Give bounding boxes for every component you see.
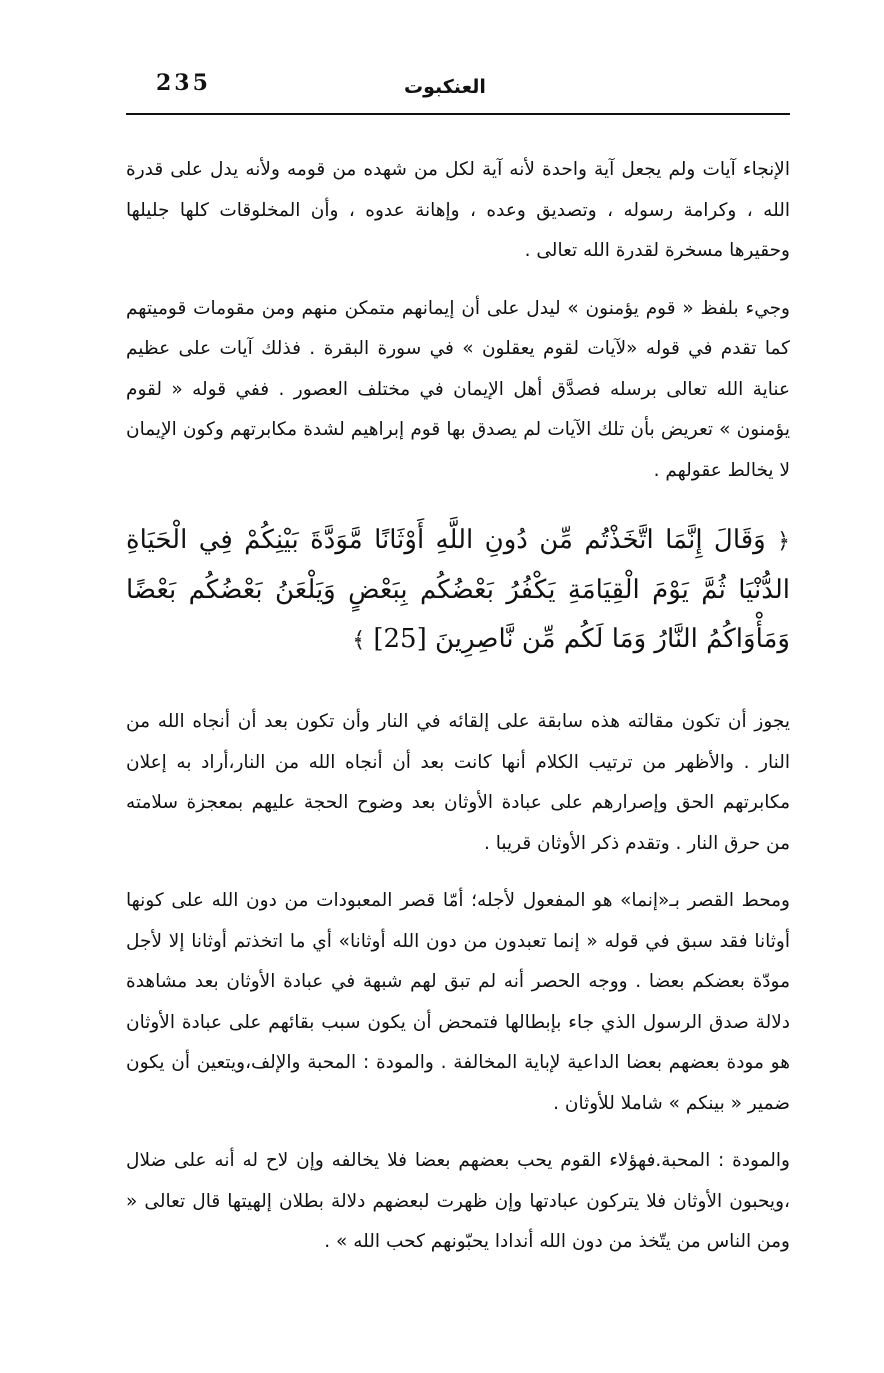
paragraph-commentary-2: ومحط القصر بـ«إنما» هو المفعول لأجله؛ أمّا قصر المعبودات من دون الله على كونها أوثانا فقد سبق في قوله « إنما تعبدون من دون الله أوثانا» أي ما اتخذتم أوثانا إلا لأجل مودّة بعضكم بعضا . ووجه الحصر أنه لم تبق لهم شبهة في عبادة الأوثان بعد مشاهدة دلالة صدق الرسول الذي جاء بإبطالها فتمحض أن يكون سبب بقائهم على عبادة الأوثان هو مودة بعضهم بعضا الداعية لإباية المخالفة . والمودة : المحبة والإلف،ويتعين أن يكون ضمير « بينكم » شاملا للأوثان . xyxy=(126,890,790,1114)
quran-verse xyxy=(126,516,790,665)
verse-number: [25] xyxy=(373,624,427,654)
paragraph-intro: الإنجاء آيات ولم يجعل آية واحدة لأنه آية لكل من شهده من قومه ولأنه يدل على قدرة الله ، وكرامة رسوله ، وتصديق وعده ، وإهانة عدوه ، وأن المخلوقات كلها جليلها وحقيرها مسخرة لقدرة الله تعالى . xyxy=(126,159,790,261)
verse-text: وَقَالَ إِنَّمَا اتَّخَذْتُم مِّن دُونِ اللَّهِ أَوْثَانًا مَّوَدَّةَ بَيْنِكُمْ فِي الْحَيَاةِ الدُّنْيَا ثُمَّ يَوْمَ الْقِيَامَةِ يَكْفُرُ بَعْضُكُم بِبَعْضٍ وَيَلْعَنُ بَعْضُكُم بَعْضًا وَمَأْوَاكُمُ النَّارُ وَمَا لَكُم مِّن نَّاصِرِينَ xyxy=(126,525,790,654)
page-body xyxy=(126,150,790,1263)
verse-open-ornament: ﴿ xyxy=(777,529,791,554)
header-rule xyxy=(126,113,790,115)
verse-close-ornament: ﴾ xyxy=(352,628,366,653)
paragraph-commentary-1: يجوز أن تكون مقالته هذه سابقة على إلقائه في النار وأن تكون بعد أن أنجاه الله من النار . والأظهر من ترتيب الكلام أنها كانت بعد أن أنجاه الله من النار،أراد به إعلان مكابرتهم الحق وإصرارهم على عبادة الأوثان بعد وضوح الحجة عليهم بمعجزة سلامته من حرق النار . وتقدم ذكر الأوثان قريبا . xyxy=(126,711,790,854)
page-header xyxy=(126,66,790,116)
running-title: العنكبوت xyxy=(404,76,486,98)
paragraph-qawm-yuminun: وجيء بلفظ « قوم يؤمنون » ليدل على أن إيمانهم متمكن منهم ومن مقومات قوميتهم كما تقدم في قوله «لآيات لقوم يعقلون » في سورة البقرة . فذلك آيات على عظيم عناية الله تعالى برسله فصدَّق أهل الإيمان في مختلف العصور . ففي قوله « لقوم يؤمنون » تعريض بأن تلك الآيات لم يصدق بها قوم إبراهيم لشدة مكابرتهم وكون الإيمان لا يخالط عقولهم . xyxy=(126,297,790,481)
page-number: 235 xyxy=(156,70,211,96)
paragraph-commentary-3: والمودة : المحبة.فهؤلاء القوم يحب بعضهم بعضا فلا يخالفه وإن لاح له أنه على ضلال ،ويحبون الأوثان فلا يتركون عبادتها وإن ظهرت لبعضهم دلالة بطلان إلهيتها قال تعالى « ومن الناس من يتّخذ من دون الله أندادا يحبّونهم كحب الله » . xyxy=(126,1150,790,1252)
